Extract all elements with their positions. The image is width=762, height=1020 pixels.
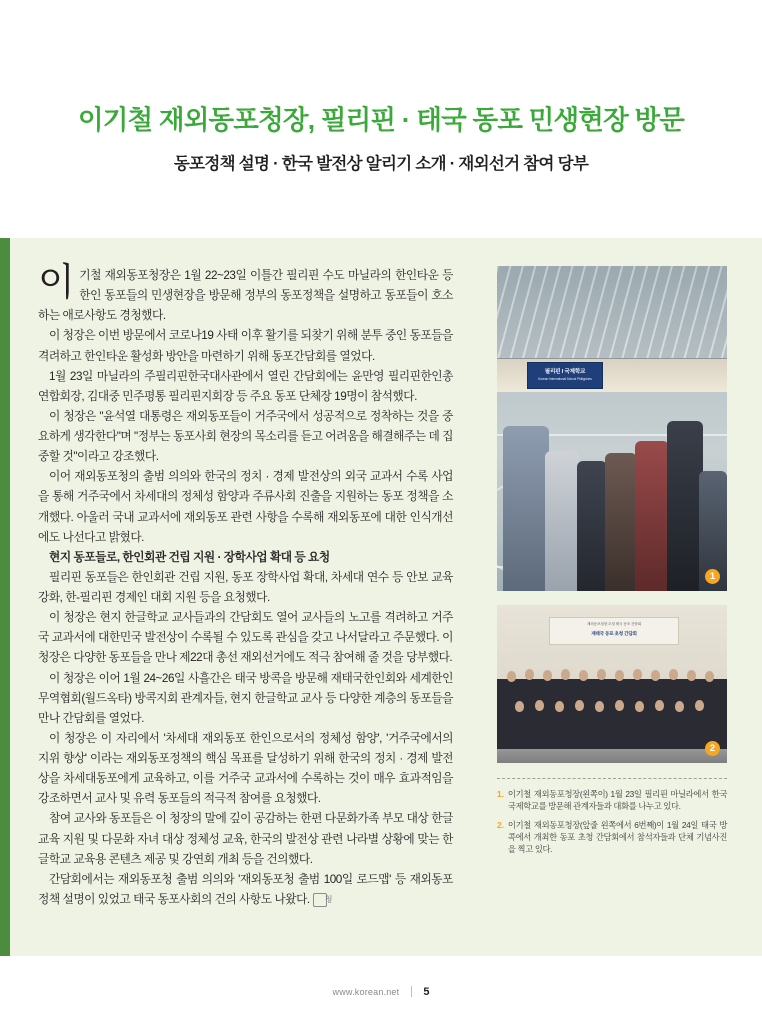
page-subtitle: 동포정책 설명 · 한국 발전상 알리기 소개 · 재외선거 참여 당부: [173, 154, 589, 173]
person-head: [687, 670, 696, 681]
person-head: [669, 669, 678, 680]
photo-captions: [497, 778, 727, 862]
group-row-back: [497, 679, 727, 713]
article-text-column: [38, 262, 453, 910]
event-banner-subtitle: 재태국 동포 초청 간담회: [591, 631, 637, 636]
article-paragraph: [38, 870, 453, 910]
article-paragraph: 이 청장은 이어 1월 24~26일 사흘간은 태국 방콕을 방문해 재태국한인회와 세계한인무역협회(월드옥타) 방콕지회 관계자들, 현지 한글학교 교사 등 다양한 계층의 동포들을 만나 간담회를 열었다.: [38, 671, 453, 725]
article-paragraph: 이 청장은 "윤석열 대통령은 재외동포들이 거주국에서 성공적으로 정착하는 것을 중요하게 생각한다"며 "정부는 동포사회 현장의 목소리를 듣고 어려움을 해결해주는 데 집중할 것"이라고 강조했다.: [38, 409, 453, 464]
gym-ceiling: [497, 266, 727, 358]
article-paragraph: 1월 23일 마닐라의 주필리핀한국대사관에서 열린 간담회에는 윤만영 필리핀한인총연합회장, 김대중 민주평통 필리핀지회장 등 주요 동포 단체장 19명이 참석했다.: [38, 369, 453, 403]
person-figure: [503, 426, 549, 591]
person-head: [525, 669, 534, 680]
person-head: [651, 670, 660, 681]
footer-website: www.korean.net: [332, 987, 400, 997]
person-head: [597, 669, 606, 680]
article-content: [0, 238, 762, 956]
person-head: [633, 669, 642, 680]
page-footer: [0, 986, 762, 998]
person-head: [543, 670, 552, 681]
person-figure: [545, 451, 579, 591]
event-banner-title: 재외동포청장 초청 태국 동포 간담회: [586, 622, 642, 626]
article-paragraph: 필리핀 동포들은 한인회관 건립 지원, 동포 장학사업 확대, 차세대 연수 등 안보 교육 강화, 한-필리핀 경제인 대회 지원 등을 요청했다.: [38, 570, 453, 604]
person-head: [535, 700, 544, 711]
article-paragraph-text: 기철 재외동포청장은 1월 22~23일 이틀간 필리핀 수도 마닐라의 한인타운 등 한인 동포들의 민생현장을 방문해 정부의 동포정책을 설명하고 동포들이 호소하는 애로사항도 경청했다.: [38, 269, 453, 323]
group-row-front: [497, 709, 727, 749]
person-head: [561, 669, 570, 680]
stage-floor: [497, 747, 727, 763]
person-figure: [667, 421, 703, 591]
person-head: [675, 701, 684, 712]
person-head: [595, 701, 604, 712]
article-paragraph: 이어 재외동포청의 출범 의의와 한국의 정치 · 경제 발전상의 외국 교과서 수록 사업을 통해 거주국에서 차세대의 정체성 함양과 주류사회 진출을 지원하는 동포 정책을 소개했다. 아울러 국내 교과서에 재외동포 관련 사항을 수록해 재외동포에 대한 인식개선에도 나선다고 밝혔다.: [38, 470, 453, 544]
caption-text: 이기철 재외동포청장(앞줄 왼쪽에서 6번째)이 1월 24일 태국 방콕에서 개최한 동포 초청 간담회에서 참석자들과 단체 기념사진을 찍고 있다.: [507, 820, 727, 855]
page-header: [0, 0, 762, 174]
person-head: [635, 701, 644, 712]
article-paragraph: 참여 교사와 동포들은 이 청장의 말에 깊이 공감하는 한편 다문화가족 부모 대상 한글 교육 지원 및 다문화 자녀 대상 정체성 교육, 한국의 발전상 관련 나라별 상황에 맞는 한글학교 교육용 콘텐츠 제공 및 강연회 개최 등을 건의했다.: [38, 812, 453, 866]
person-head: [695, 700, 704, 711]
photo-1: [497, 266, 727, 591]
article-paragraph: 이 청장은 현지 한글학교 교사들과의 간담회도 열어 교사들의 노고를 격려하고 거주국 교과서에 대한민국 발전상이 수록될 수 있도록 관심을 갖고 나서달라고 주문했다. 이 청장은 다양한 동포들을 만나 제22대 총선 재외선거에도 적극 참여해 줄 것을 당부했다.: [38, 611, 453, 665]
caption-item: [497, 788, 727, 812]
school-banner: [527, 362, 603, 389]
person-head: [575, 700, 584, 711]
article-paragraph: 이 청장은 이 자리에서 '차세대 재외동포 한인으로서의 정체성 함양', '거주국에서의 지위 향상' 이라는 재외동포정책의 핵심 목표를 달성하기 위해 한국의 정치 · 경제 발전상을 차세대동포에게 교육하고, 이를 거주국 교과서에 수록하는 것이 매우 효과적임을 강조하면서 교사 및 유력 동포들의 적극적 참여를 요청했다.: [38, 731, 453, 806]
article-paragraph-text: 간담회에서는 재외동포청 출범 의의와 '재외동포청 출범 100일 로드맵' 등 재외동포 정책 설명이 있었고 태국 동포사회의 건의 사항도 나왔다.: [38, 872, 453, 906]
person-head: [515, 701, 524, 712]
school-banner-title: 필리핀 I 국제학교: [544, 369, 586, 375]
person-head: [555, 701, 564, 712]
person-head: [615, 700, 624, 711]
footer-divider: [411, 986, 412, 997]
photo-column: [497, 266, 727, 763]
person-head: [579, 670, 588, 681]
person-figure: [577, 461, 607, 591]
article-subsection-title: 현지 동포들로, 한인회관 건립 지원 · 장학사업 확대 등 요청: [49, 550, 330, 564]
caption-text: 이기철 재외동포청장(왼쪽이) 1월 23일 필리핀 마닐라에서 한국국제학교를 방문해 관계자들과 대화를 나누고 있다.: [507, 789, 727, 812]
person-head: [615, 670, 624, 681]
event-banner: [549, 617, 679, 645]
caption-number: 2.: [497, 820, 504, 831]
end-mark-icon: 청: [313, 893, 327, 907]
person-figure: [635, 441, 669, 591]
caption-item: [497, 819, 727, 855]
person-figure: [605, 453, 637, 591]
school-banner-subtitle: Korean International School Philippines: [538, 377, 592, 381]
article-paragraph: 이 청장은 이번 방문에서 코로나19 사태 이후 활기를 되찾기 위해 분투 중인 동포들을 격려하고 한인타운 활성화 방안을 마련하기 위해 동포간담회를 열었다.: [38, 329, 453, 363]
person-head: [705, 671, 714, 682]
caption-number: 1.: [497, 789, 504, 799]
photo-2: [497, 605, 727, 763]
article-paragraph: [38, 262, 453, 326]
photo-2-badge: 2: [705, 741, 720, 756]
photo-1-badge: 1: [705, 569, 720, 584]
page-number: 5: [423, 986, 430, 998]
person-head: [655, 700, 664, 711]
person-head: [507, 671, 516, 682]
drop-cap: 이: [38, 262, 75, 304]
page-title: 이기철 재외동포청장, 필리핀 · 태국 동포 민생현장 방문: [77, 105, 685, 135]
